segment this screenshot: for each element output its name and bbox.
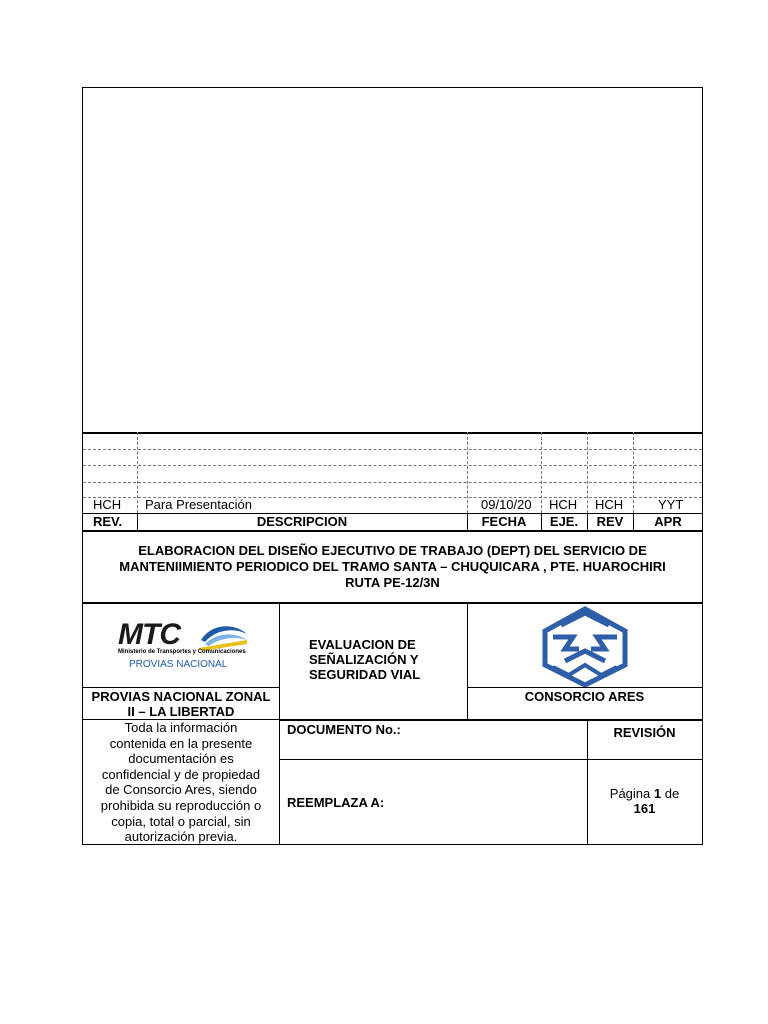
mtc-ministry-text: Ministerio de Transportes y Comunicaciones — [118, 649, 246, 655]
revision-row-rev: HCH — [93, 497, 122, 512]
revision-row-description: Para Presentación — [145, 497, 252, 512]
revision-col-divider — [587, 432, 588, 513]
notice-line: documentación es — [128, 751, 234, 767]
revision-label: REVISIÓN — [613, 725, 676, 740]
notice-line: contenida en la presente — [109, 735, 253, 751]
revision-blank-row-line — [83, 482, 702, 483]
page-current: 1 — [653, 786, 662, 801]
replaces-label: REEMPLAZA A: — [287, 795, 385, 810]
provias-zonal-line: PROVIAS NACIONAL ZONAL — [91, 689, 271, 704]
document-subject-line: EVALUACION DE — [309, 637, 416, 652]
notice-row-top-right — [279, 719, 702, 721]
revision-col-divider — [541, 432, 542, 513]
document-subject — [309, 637, 420, 682]
org-row-top-left — [83, 687, 280, 688]
header-reviewer: REV — [596, 514, 624, 529]
confidentiality-notice — [83, 720, 279, 845]
project-title-line: ELABORACION DEL DISEÑO EJECUTIVO DE TRABAJO (DEPT) DEL SERVICIO DE — [138, 543, 647, 558]
revision-row-reviewer: HCH — [595, 497, 624, 512]
revision-blank-row-line — [83, 449, 702, 450]
header-approver: APR — [654, 514, 682, 529]
revision-blank-row-line — [83, 465, 702, 466]
document-subject-line: SEGURIDAD VIAL — [309, 667, 421, 682]
mtc-wordmark: MTC — [118, 618, 180, 651]
revision-col-divider — [633, 432, 634, 513]
header-date: FECHA — [481, 514, 527, 529]
page-of: de — [664, 786, 680, 801]
project-title-line: MANTENIIMIENTO PERIODICO DEL TRAMO SANTA – CHUQUICARA , PTE. HUAROCHIRI — [119, 559, 666, 574]
notice-line: de Consorcio Ares, siendo — [105, 782, 257, 798]
notice-line: copia, total o parcial, sin — [111, 813, 251, 829]
revision-row-approver: YYT — [658, 497, 684, 512]
revision-row-executor: HCH — [549, 497, 578, 512]
revision-table-top-border — [83, 432, 702, 434]
revision-row-date: 09/10/20 — [481, 497, 532, 512]
page-prefix: Página — [609, 786, 651, 801]
revision-col-divider — [137, 432, 138, 513]
mtc-logo — [113, 618, 253, 678]
header-executor: EJE. — [549, 514, 579, 529]
notice-line: autorización previa. — [124, 829, 238, 845]
project-title-line: RUTA PE-12/3N — [345, 575, 440, 590]
header-description: DESCRIPCION — [256, 514, 348, 529]
notice-line: confidencial y de propiedad — [101, 766, 261, 782]
notice-line: prohibida su reproducción o — [100, 797, 262, 813]
org-row-top-right — [467, 687, 702, 688]
consorcio-ares-graphic — [539, 605, 631, 687]
header-rev: REV. — [93, 514, 123, 529]
provias-zonal-name — [83, 689, 279, 719]
page-counter — [587, 786, 702, 816]
document-number-label: DOCUMENTO No.: — [287, 722, 401, 737]
document-cover-frame — [82, 87, 703, 845]
document-subject-line: SEÑALIZACIÓN Y — [309, 652, 419, 667]
page-total: 161 — [633, 801, 656, 816]
title-bottom-border — [83, 602, 702, 604]
logo-col-divider — [279, 603, 280, 845]
provias-nacional-text: PROVIAS NACIONAL — [129, 659, 228, 670]
consorcio-ares-name: CONSORCIO ARES — [524, 689, 645, 704]
revision-header-bottom — [83, 530, 702, 532]
consorcio-ares-logo — [539, 605, 631, 687]
notice-line: Toda la información — [124, 720, 238, 735]
project-title — [83, 543, 702, 591]
doc-info-row-divider — [279, 759, 702, 760]
revision-col-divider — [467, 432, 468, 513]
provias-zonal-line: II – LA LIBERTAD — [127, 704, 235, 719]
